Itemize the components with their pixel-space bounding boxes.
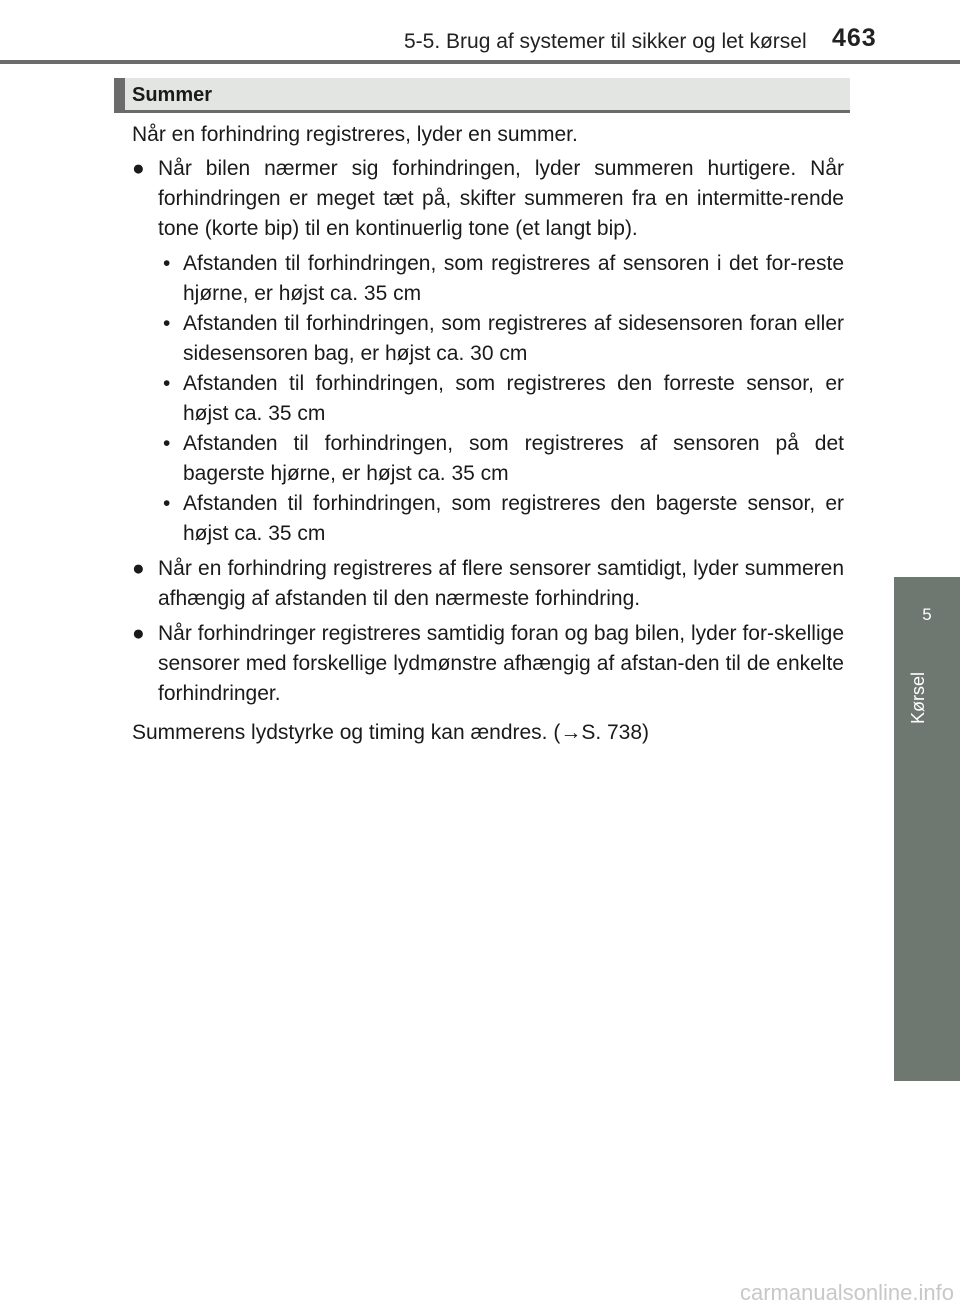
sub-bullet-icon: •: [163, 372, 171, 395]
bullet-text: Når en forhindring registreres af flere sensorer samtidigt, lyder summeren afhængig af afstanden til den nærmeste forhindring.: [158, 557, 844, 610]
intro-paragraph: Når en forhindring registreres, lyder en summer.: [132, 123, 578, 146]
sub-bullet-text: Afstanden til forhindringen, som registreres den forreste sensor, er højst ca. 35 cm: [183, 372, 844, 425]
watermark: carmanualsonline.info: [739, 1280, 954, 1305]
sub-bullet-item: [132, 429, 844, 489]
bullet-icon: ●: [132, 157, 145, 180]
sub-bullet-text: Afstanden til forhindringen, som registreres den bagerste sensor, er højst ca. 35 cm: [183, 492, 844, 545]
page-number: 463: [832, 24, 877, 52]
sub-bullet-item: [132, 249, 844, 309]
sub-bullet-text: Afstanden til forhindringen, som registreres af sensoren i det for-reste hjørne, er højst ca. 35 cm: [183, 252, 844, 305]
bullet-icon: ●: [132, 557, 145, 580]
sub-bullet-icon: •: [163, 492, 171, 515]
bullet-item: [132, 554, 844, 614]
section-title: Summer: [132, 84, 213, 106]
section-heading-box: [114, 78, 850, 113]
arrow-icon: →: [560, 721, 582, 744]
chapter-label: Kørsel: [908, 672, 928, 725]
chapter-number: 5: [922, 605, 932, 624]
header-rule: [0, 60, 960, 64]
sub-bullet-item: [132, 309, 844, 369]
sub-bullet-item: [132, 489, 844, 549]
bullet-item: [132, 619, 844, 709]
running-header: 5-5. Brug af systemer til sikker og let kørsel: [404, 30, 807, 53]
bullet-icon: ●: [132, 622, 145, 645]
bullet-text: Når bilen nærmer sig forhindringen, lyder summeren hurtigere. Når forhindringen er meget tæt på, skifter summeren fra en intermitte-rende tone (korte bip) til en kontinuerlig tone (et langt bip).: [158, 157, 844, 240]
sub-bullet-text: Afstanden til forhindringen, som registreres af sidesensoren foran eller sidesensoren bag, er højst ca. 30 cm: [183, 312, 844, 365]
closing-paragraph: [132, 718, 844, 748]
page-reference-link[interactable]: S. 738): [581, 721, 650, 744]
closing-text: Summerens lydstyrke og timing kan ændres. (: [132, 721, 561, 744]
sub-bullet-item: [132, 369, 844, 429]
sub-bullet-text: Afstanden til forhindringen, som registreres af sensoren på det bagerste hjørne, er højst ca. 35 cm: [183, 432, 844, 485]
sub-bullet-icon: •: [163, 252, 171, 275]
chapter-tab: [894, 577, 960, 661]
body-content: [132, 120, 844, 752]
bullet-text: Når forhindringer registreres samtidig foran og bag bilen, lyder for-skellige sensorer med forskellige lydmønstre afhængig af afstan-den til de enkelte forhindringer.: [158, 622, 844, 705]
sub-bullet-icon: •: [163, 432, 171, 455]
sub-bullet-icon: •: [163, 312, 171, 335]
bullet-item: [132, 154, 844, 244]
